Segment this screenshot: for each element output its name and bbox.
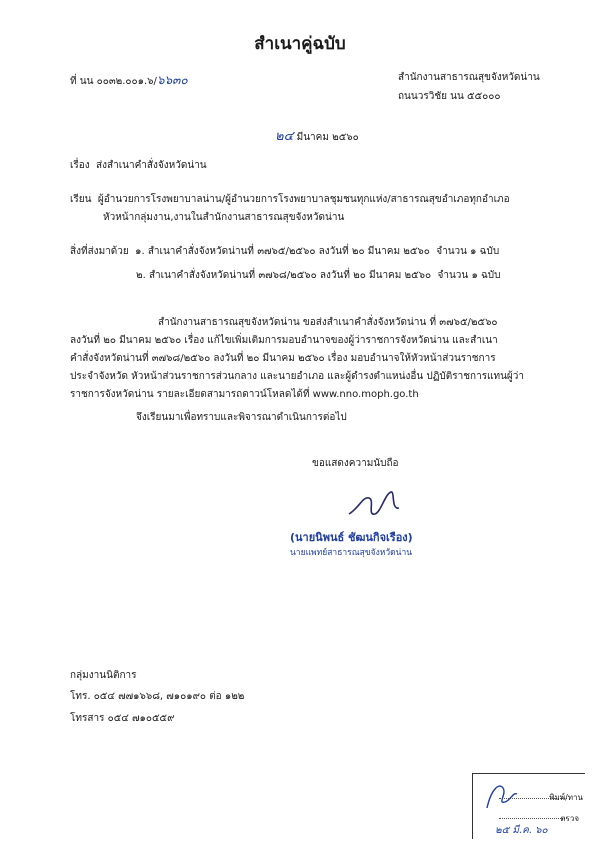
stamp-print-label: พิมพ์/ทาน [549, 793, 583, 802]
body-paragraph-line: สำนักงานสาธารณสุขจังหวัดน่าน ขอส่งสำเนาคำสั่งจังหวัดน่าน ที่ ๓๗๖๕/๒๕๖๐ [158, 317, 498, 328]
footer-department: กลุ่มงานนิติการ [70, 670, 137, 681]
document-reference [70, 71, 188, 90]
closing-sentence: จึงเรียนมาเพื่อทราบและพิจารณาดำเนินการต่อไป [136, 412, 347, 423]
date-day: ๒๔ [275, 129, 294, 144]
subject-text: ส่งสำเนาคำสั่งจังหวัดน่าน [96, 160, 207, 171]
body-paragraph-line: คำสั่งจังหวัดน่านที่ ๓๗๖๘/๒๕๖๐ ลงวันที่ ๒๐ มีนาคม ๒๕๖๐ เรื่อง มอบอำนาจให้หัวหน้าส่วนราชการ [70, 353, 496, 364]
signature-mark [345, 488, 405, 524]
signer-position: นายแพทย์สาธารณสุขจังหวัดน่าน [290, 548, 413, 558]
enclosure-item: ๒. สำเนาคำสั่งจังหวัดน่านที่ ๓๗๖๘/๒๕๖๐ ลงวันที่ ๒๐ มีนาคม ๒๕๖๐ [136, 270, 432, 281]
enclosure-line-2 [136, 268, 500, 283]
footer-phone: โทร. ๐๕๔ ๗๗๑๖๖๘, ๗๑๐๑๙๐ ต่อ ๑๒๒ [70, 691, 245, 702]
regards: ขอแสดงความนับถือ [312, 458, 399, 469]
recipient-text-cont: หัวหน้ากลุ่มงาน,งานในสำนักงานสาธารณสุขจังหวัดน่าน [103, 212, 345, 223]
page-title: สำเนาคู่ฉบับ [254, 34, 346, 54]
enclosure-item: ๑. สำเนาคำสั่งจังหวัดน่านที่ ๓๗๖๕/๒๕๖๐ ลงวันที่ ๒๐ มีนาคม ๒๕๖๐ [135, 246, 430, 257]
body-paragraph-line: ลงวันที่ ๒๐ มีนาคม ๒๕๖๐ เรื่อง แก้ไขเพิ่มเติมการมอบอำนาจของผู้ว่าราชการจังหวัดน่าน และสำเนา [70, 335, 498, 346]
recipient-line [70, 192, 510, 207]
subject-label: เรื่อง [70, 160, 90, 171]
footer-fax: โทรสาร ๐๕๔ ๗๑๐๕๕๙ [70, 713, 175, 724]
office-name: สำนักงานสาธารณสุขจังหวัดน่าน [398, 72, 540, 83]
body-paragraph-line: ประจำจังหวัด หัวหน้าส่วนราชการส่วนกลาง และนายอำเภอ และผู้ดำรงตำแหน่งอื่น ปฏิบัติราชการแทนผู้ว่า [70, 371, 525, 382]
stamp-initials-mark [481, 778, 521, 814]
enclosure-count: จำนวน ๑ ฉบับ [436, 246, 500, 257]
body-paragraph-line: ราชการจังหวัดน่าน รายละเอียดสามารถดาวน์โหลดได้ที่ www.nno.moph.go.th [70, 389, 419, 400]
letter-date [275, 125, 359, 146]
reference-number: ๖๖๓๐ [156, 73, 188, 87]
recipient-label: เรียน [70, 194, 92, 205]
routing-stamp [472, 773, 585, 839]
subject-line [70, 158, 207, 173]
date-month-year: มีนาคม ๒๕๖๐ [296, 132, 359, 143]
signer-name: (นายนิพนธ์ ชัฒนกิจเรือง) [290, 531, 413, 544]
stamp-check-label: ตรวจ [560, 814, 579, 823]
enclosure-count: จำนวน ๑ ฉบับ [437, 270, 501, 281]
reference-prefix: ที่ นน ๐๐๓๒.๐๐๑.๖/ [70, 76, 157, 87]
enclosure-label: สิ่งที่ส่งมาด้วย [70, 246, 129, 257]
stamp-date-note: ๒๕ มี.ค. ๖๐ [495, 825, 548, 836]
enclosure-line-1 [70, 244, 499, 259]
recipient-text: ผู้อำนวยการโรงพยาบาลน่าน/ผู้อำนวยการโรงพยาบาลชุมชนทุกแห่ง/สาธารณสุขอำเภอทุกอำเภอ [97, 194, 510, 205]
office-address: ถนนวรวิชัย นน ๕๕๐๐๐ [398, 91, 501, 102]
